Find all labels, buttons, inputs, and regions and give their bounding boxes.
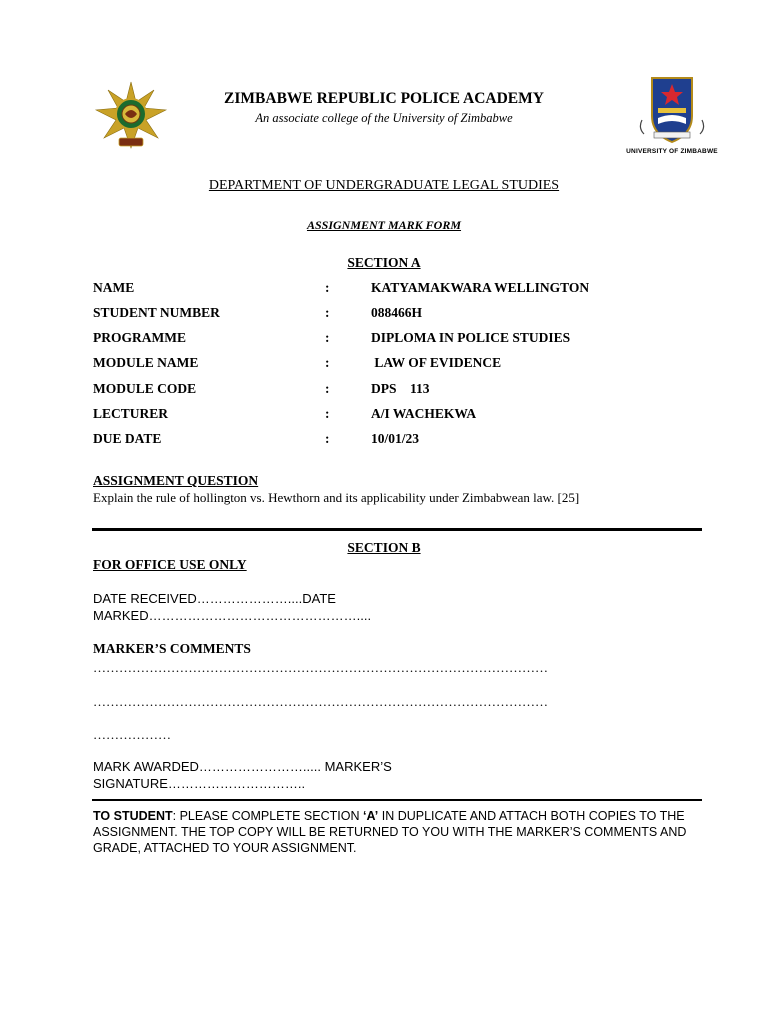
row-label: NAME (93, 280, 135, 295)
instructions-text: : PLEASE COMPLETE SECTION (172, 809, 363, 823)
to-student-label: TO STUDENT (93, 809, 173, 823)
row-colon: : (325, 406, 330, 421)
row-value: 088466H (371, 305, 423, 320)
row-label: STUDENT NUMBER (93, 305, 220, 320)
name-row (93, 280, 693, 300)
university-caption: UNIVERSITY OF ZIMBABWE (626, 148, 718, 155)
date-received-line: DATE RECEIVED…………………....DATE (93, 591, 336, 606)
comments-line: ……………… (93, 727, 171, 742)
row-label: MODULE CODE (93, 381, 197, 396)
assignment-question-heading: ASSIGNMENT QUESTION (93, 473, 259, 488)
instructions-text: IN DUPLICATE AND ATTACH BOTH COPIES TO THE ASSIGNMENT. THE TOP COPY WILL BE RETURNED TO YOU WITH THE MARKER’S COMMENTS AND GRADE, ATTACHED TO YOUR ASSIGNMENT. (93, 809, 687, 855)
markers-comments-heading: MARKER’S COMMENTS (93, 641, 251, 656)
student-instructions (93, 808, 693, 856)
module-name-row (93, 355, 693, 375)
row-label: MODULE NAME (93, 355, 199, 370)
section-reference: ‘A’ (362, 809, 379, 823)
module-code-row (93, 381, 693, 401)
footer-divider (92, 799, 702, 801)
form-title: ASSIGNMENT MARK FORM (306, 218, 462, 232)
department-heading: DEPARTMENT OF UNDERGRADUATE LEGAL STUDIES (208, 178, 560, 193)
row-colon: : (325, 330, 330, 345)
office-use-heading: FOR OFFICE USE ONLY (93, 557, 247, 572)
row-label: DUE DATE (93, 431, 162, 446)
comments-line: …………………………………………………………………………………………… (93, 694, 548, 709)
row-colon: : (325, 431, 330, 446)
row-value: DIPLOMA IN POLICE STUDIES (371, 330, 571, 345)
row-colon: : (325, 305, 330, 320)
date-marked-line: MARKED………………………………………….... (93, 608, 372, 623)
row-colon: : (325, 280, 330, 295)
academy-subtitle: An associate college of the University of Zimbabwe (255, 111, 513, 125)
academy-title: ZIMBABWE REPUBLIC POLICE ACADEMY (224, 90, 544, 107)
row-colon: : (325, 355, 330, 370)
programme-row (93, 330, 693, 350)
row-value: A/I WACHEKWA (371, 406, 477, 421)
row-label: LECTURER (93, 406, 169, 421)
lecturer-row (93, 406, 693, 426)
comments-line: …………………………………………………………………………………………… (93, 660, 548, 675)
student-number-row (93, 305, 693, 325)
row-label: PROGRAMME (93, 330, 186, 345)
row-value: KATYAMAKWARA WELLINGTON (371, 280, 590, 295)
row-value: LAW OF EVIDENCE (371, 355, 502, 370)
section-divider (92, 528, 702, 531)
section-b-heading: SECTION B (347, 540, 421, 555)
row-value: 10/01/23 (371, 431, 420, 446)
row-colon: : (325, 381, 330, 396)
mark-awarded-line: MARK AWARDED……………………..... MARKER’S (93, 759, 392, 774)
row-value: DPS 113 (371, 381, 430, 396)
section-a-heading: SECTION A (347, 255, 421, 270)
due-date-row (93, 431, 693, 451)
marker-signature-line: SIGNATURE………………………….. (93, 776, 306, 791)
assignment-question-text: Explain the rule of hollington vs. Hewthorn and its applicability under Zimbabwean law. [25] (93, 490, 580, 505)
